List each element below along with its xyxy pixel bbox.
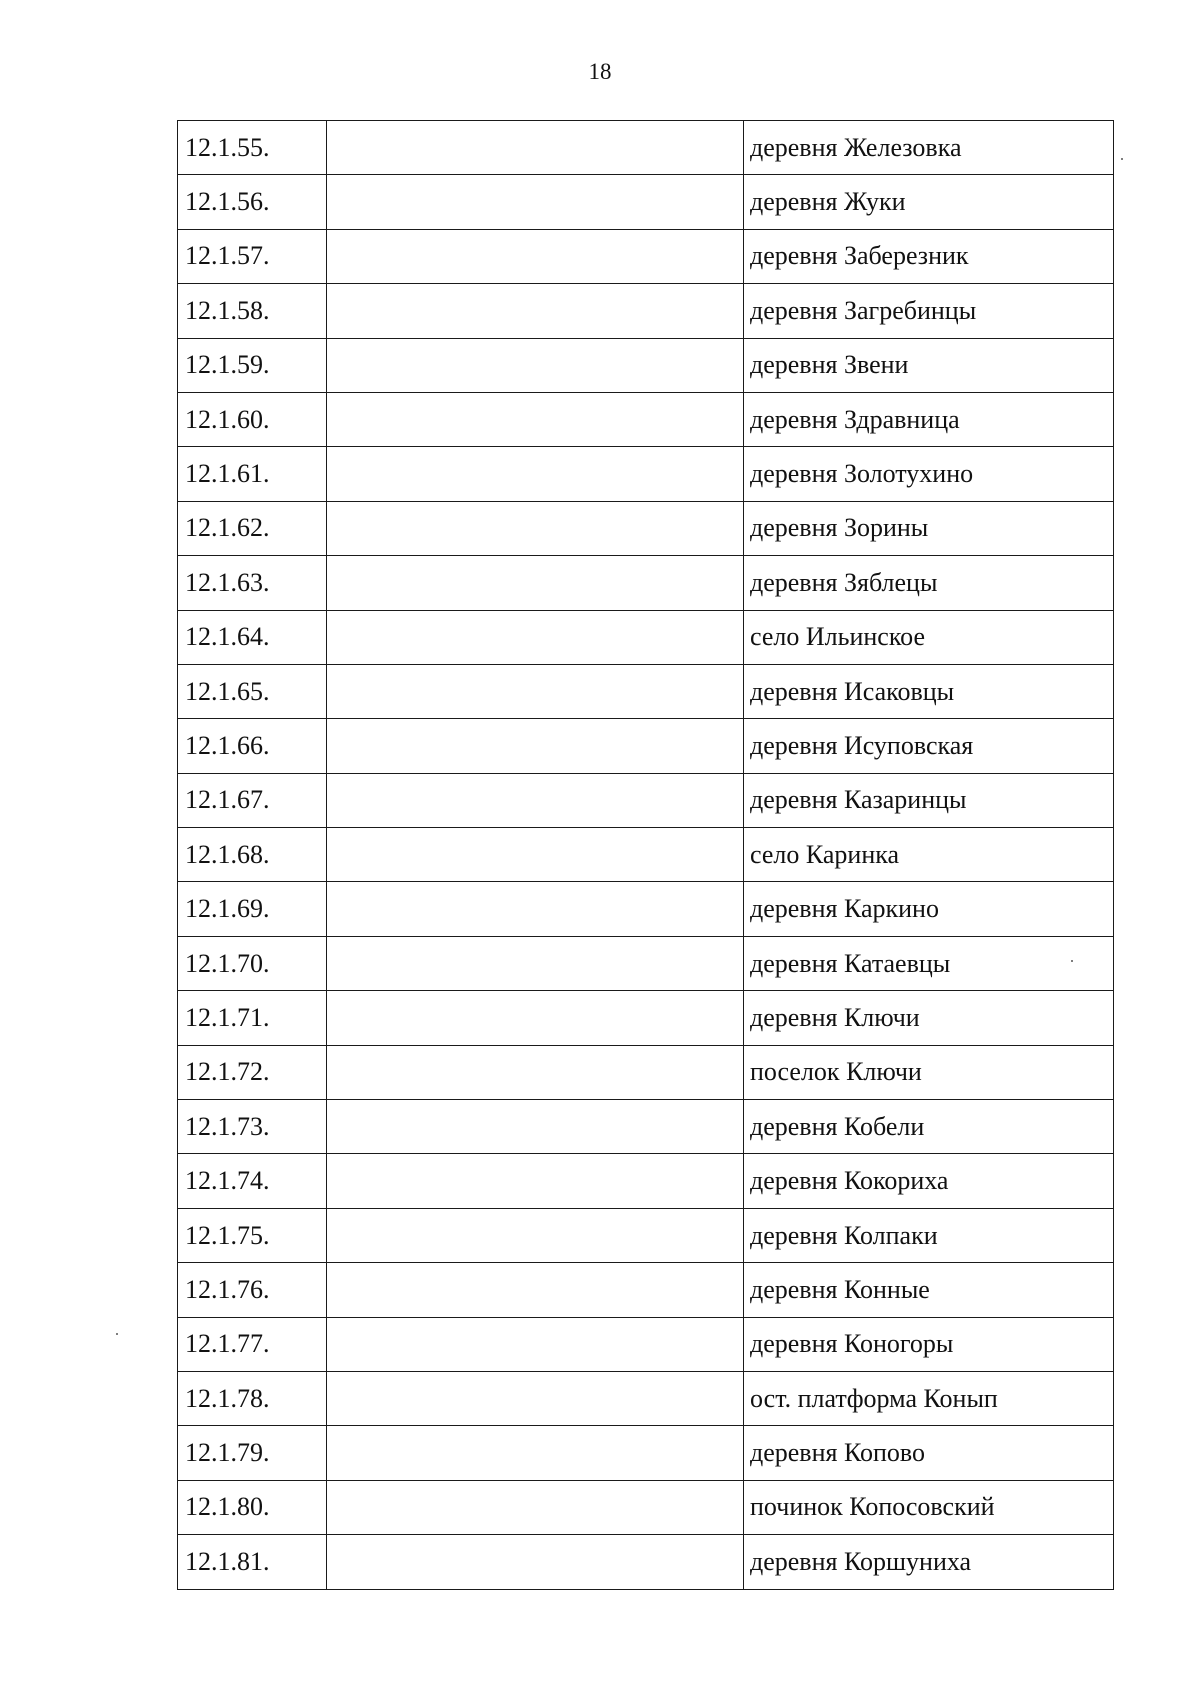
settlement-name-cell: деревня Здравница (744, 392, 1114, 446)
settlement-name-cell: деревня Исаковцы (744, 664, 1114, 718)
row-number-cell: 12.1.70. (178, 936, 327, 990)
page-number: 18 (588, 59, 612, 84)
empty-cell (327, 773, 744, 827)
empty-cell (327, 392, 744, 446)
empty-cell (327, 501, 744, 555)
table-row (178, 1208, 1114, 1262)
row-number-cell: 12.1.56. (178, 175, 327, 229)
row-number-cell: 12.1.73. (178, 1100, 327, 1154)
settlement-name-cell: деревня Казаринцы (744, 773, 1114, 827)
table-row (178, 447, 1114, 501)
settlement-name-cell: деревня Зорины (744, 501, 1114, 555)
row-number-cell: 12.1.77. (178, 1317, 327, 1371)
table-row (178, 501, 1114, 555)
empty-cell (327, 936, 744, 990)
table-row (178, 175, 1114, 229)
settlement-name-cell: деревня Копово (744, 1426, 1114, 1480)
table-row (178, 1154, 1114, 1208)
settlement-name-cell: деревня Кобели (744, 1100, 1114, 1154)
row-number-cell: 12.1.60. (178, 392, 327, 446)
settlement-name-cell: деревня Каркино (744, 882, 1114, 936)
empty-cell (327, 1426, 744, 1480)
settlement-name-cell: деревня Зяблецы (744, 556, 1114, 610)
settlement-name-cell: село Ильинское (744, 610, 1114, 664)
empty-cell (327, 991, 744, 1045)
empty-cell (327, 828, 744, 882)
empty-cell (327, 1208, 744, 1262)
settlement-name-cell: ост. платформа Конып (744, 1371, 1114, 1425)
settlements-table (177, 120, 1114, 1590)
table-row (178, 1426, 1114, 1480)
table-row (178, 392, 1114, 446)
row-number-cell: 12.1.58. (178, 284, 327, 338)
empty-cell (327, 1317, 744, 1371)
empty-cell (327, 284, 744, 338)
table-row (178, 719, 1114, 773)
empty-cell (327, 1535, 744, 1589)
table-row (178, 1045, 1114, 1099)
table-row (178, 284, 1114, 338)
settlement-name-cell: деревня Золотухино (744, 447, 1114, 501)
row-number-cell: 12.1.67. (178, 773, 327, 827)
table-row (178, 229, 1114, 283)
scan-speck (1071, 960, 1073, 962)
settlement-name-cell: деревня Катаевцы (744, 936, 1114, 990)
row-number-cell: 12.1.72. (178, 1045, 327, 1099)
table-body (178, 121, 1114, 1590)
table-row (178, 1317, 1114, 1371)
empty-cell (327, 121, 744, 175)
settlement-name-cell: деревня Загребинцы (744, 284, 1114, 338)
empty-cell (327, 229, 744, 283)
empty-cell (327, 1045, 744, 1099)
row-number-cell: 12.1.81. (178, 1535, 327, 1589)
table-row (178, 1371, 1114, 1425)
settlement-name-cell: поселок Ключи (744, 1045, 1114, 1099)
row-number-cell: 12.1.71. (178, 991, 327, 1045)
table-row (178, 664, 1114, 718)
table-row (178, 1100, 1114, 1154)
empty-cell (327, 447, 744, 501)
row-number-cell: 12.1.59. (178, 338, 327, 392)
row-number-cell: 12.1.78. (178, 1371, 327, 1425)
empty-cell (327, 1480, 744, 1534)
empty-cell (327, 882, 744, 936)
row-number-cell: 12.1.62. (178, 501, 327, 555)
empty-cell (327, 1154, 744, 1208)
row-number-cell: 12.1.61. (178, 447, 327, 501)
scan-speck (1121, 158, 1123, 160)
empty-cell (327, 719, 744, 773)
settlement-name-cell: деревня Исуповская (744, 719, 1114, 773)
settlement-name-cell: деревня Коршуниха (744, 1535, 1114, 1589)
table-row (178, 882, 1114, 936)
settlement-name-cell: починок Копосовский (744, 1480, 1114, 1534)
row-number-cell: 12.1.63. (178, 556, 327, 610)
empty-cell (327, 664, 744, 718)
row-number-cell: 12.1.74. (178, 1154, 327, 1208)
table-row (178, 1480, 1114, 1534)
row-number-cell: 12.1.57. (178, 229, 327, 283)
table-row (178, 556, 1114, 610)
table-row (178, 121, 1114, 175)
row-number-cell: 12.1.68. (178, 828, 327, 882)
settlement-name-cell: деревня Коногоры (744, 1317, 1114, 1371)
empty-cell (327, 175, 744, 229)
settlement-name-cell: деревня Железовка (744, 121, 1114, 175)
row-number-cell: 12.1.55. (178, 121, 327, 175)
settlement-name-cell: деревня Кокориха (744, 1154, 1114, 1208)
empty-cell (327, 1371, 744, 1425)
table-row (178, 936, 1114, 990)
empty-cell (327, 1100, 744, 1154)
row-number-cell: 12.1.76. (178, 1263, 327, 1317)
settlement-name-cell: деревня Заберезник (744, 229, 1114, 283)
row-number-cell: 12.1.64. (178, 610, 327, 664)
row-number-cell: 12.1.69. (178, 882, 327, 936)
settlement-name-cell: деревня Жуки (744, 175, 1114, 229)
empty-cell (327, 556, 744, 610)
table-row (178, 991, 1114, 1045)
table-row (178, 610, 1114, 664)
row-number-cell: 12.1.66. (178, 719, 327, 773)
table-row (178, 1263, 1114, 1317)
row-number-cell: 12.1.79. (178, 1426, 327, 1480)
row-number-cell: 12.1.75. (178, 1208, 327, 1262)
settlement-name-cell: деревня Конные (744, 1263, 1114, 1317)
row-number-cell: 12.1.80. (178, 1480, 327, 1534)
settlement-name-cell: деревня Колпаки (744, 1208, 1114, 1262)
row-number-cell: 12.1.65. (178, 664, 327, 718)
empty-cell (327, 610, 744, 664)
table-row (178, 338, 1114, 392)
table-row (178, 1535, 1114, 1589)
empty-cell (327, 338, 744, 392)
empty-cell (327, 1263, 744, 1317)
settlement-name-cell: деревня Ключи (744, 991, 1114, 1045)
table-row (178, 773, 1114, 827)
scan-speck (116, 1333, 118, 1335)
settlement-name-cell: село Каринка (744, 828, 1114, 882)
settlement-name-cell: деревня Звени (744, 338, 1114, 392)
table-row (178, 828, 1114, 882)
